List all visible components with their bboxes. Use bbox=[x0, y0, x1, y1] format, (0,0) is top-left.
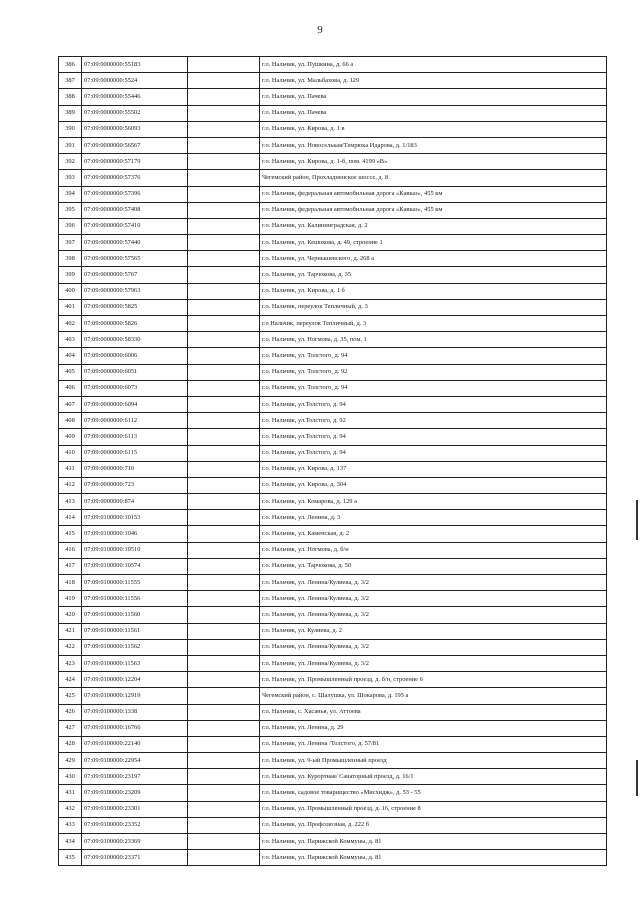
row-number: 398 bbox=[59, 251, 82, 267]
address-cell: г.о. Нальчик, ул. Кешокова, д. 49, строение 1 bbox=[260, 235, 607, 251]
address-cell: г.о. Нальчик, ул.Толстого, д. 92 bbox=[260, 413, 607, 429]
table-row bbox=[59, 396, 607, 412]
row-number: 426 bbox=[59, 704, 82, 720]
table-row bbox=[59, 720, 607, 736]
cadastral-number: 07:09:0100000:23369 bbox=[82, 834, 188, 850]
cadastral-number: 07:09:0000000:55502 bbox=[82, 105, 188, 121]
cadastral-number: 07:09:0100000:22954 bbox=[82, 753, 188, 769]
note-cell bbox=[188, 170, 260, 186]
row-number: 396 bbox=[59, 218, 82, 234]
note-cell bbox=[188, 154, 260, 170]
row-number: 425 bbox=[59, 688, 82, 704]
row-number: 428 bbox=[59, 736, 82, 752]
cadastral-number: 07:09:0000000:5767 bbox=[82, 267, 188, 283]
cadastral-number: 07:09:0000000:6112 bbox=[82, 413, 188, 429]
table-row bbox=[59, 154, 607, 170]
address-cell: г.о. Нальчик, садовое товарищество «Мисхидж», д. 53 - 55 bbox=[260, 785, 607, 801]
table-row bbox=[59, 494, 607, 510]
row-number: 400 bbox=[59, 283, 82, 299]
row-number: 414 bbox=[59, 510, 82, 526]
row-number: 435 bbox=[59, 850, 82, 866]
table-row bbox=[59, 137, 607, 153]
note-cell bbox=[188, 105, 260, 121]
cadastral-number: 07:09:0000000:57376 bbox=[82, 170, 188, 186]
cadastral-number: 07:09:0000000:6115 bbox=[82, 445, 188, 461]
scan-edge-mark bbox=[636, 500, 638, 540]
address-cell: г.о. Нальчик, ул. Ленина/Кулиева, д. 3/2 bbox=[260, 607, 607, 623]
note-cell bbox=[188, 73, 260, 89]
table-row bbox=[59, 736, 607, 752]
cadastral-number: 07:09:0100000:11563 bbox=[82, 655, 188, 671]
row-number: 418 bbox=[59, 575, 82, 591]
table-row bbox=[59, 218, 607, 234]
address-cell: г.о. Нальчик, ул. Пачева bbox=[260, 89, 607, 105]
table-row bbox=[59, 591, 607, 607]
property-registry-table bbox=[58, 56, 607, 866]
table-row bbox=[59, 429, 607, 445]
note-cell bbox=[188, 769, 260, 785]
address-cell: г.о. Нальчик, ул. Ленина/Кулиева, д. 3/2 bbox=[260, 591, 607, 607]
row-number: 386 bbox=[59, 57, 82, 73]
address-cell: г.о. Нальчик, ул. Толстого, д. 92 bbox=[260, 364, 607, 380]
address-cell: г.о. Нальчик, ул. Профсоюзная, д. 222 б bbox=[260, 817, 607, 833]
note-cell bbox=[188, 591, 260, 607]
note-cell bbox=[188, 510, 260, 526]
table-row bbox=[59, 753, 607, 769]
note-cell bbox=[188, 688, 260, 704]
table-row bbox=[59, 57, 607, 73]
row-number: 416 bbox=[59, 542, 82, 558]
table-row bbox=[59, 332, 607, 348]
note-cell bbox=[188, 137, 260, 153]
cadastral-number: 07:09:0100000:1046 bbox=[82, 526, 188, 542]
table-row bbox=[59, 834, 607, 850]
address-cell: г.о. Нальчик, ул. Парижской Коммуны, д. 81 bbox=[260, 834, 607, 850]
note-cell bbox=[188, 332, 260, 348]
table-row bbox=[59, 251, 607, 267]
cadastral-number: 07:09:0100000:11555 bbox=[82, 575, 188, 591]
note-cell bbox=[188, 623, 260, 639]
cadastral-number: 07:09:0000000:6051 bbox=[82, 364, 188, 380]
address-cell: г.о. Нальчик, ул. Новоселькая/Темрюка Идарова, д. 1/183 bbox=[260, 137, 607, 153]
table-row bbox=[59, 542, 607, 558]
address-cell: г.о. Нальчик, ул. Кирова, д. 304 bbox=[260, 477, 607, 493]
address-cell: г.о. Нальчик, ул. Ленина, д. 29 bbox=[260, 720, 607, 736]
address-cell: г.о. Нальчик, ул. Курортная/ Санаторный проезд, д. 16/1 bbox=[260, 769, 607, 785]
cadastral-number: 07:09:0000000:5825 bbox=[82, 299, 188, 315]
row-number: 430 bbox=[59, 769, 82, 785]
address-cell: г.о. Нальчик, ул.Толстого, д. 94 bbox=[260, 445, 607, 461]
note-cell bbox=[188, 785, 260, 801]
table-row bbox=[59, 202, 607, 218]
address-cell: г.о. Нальчик, ул. Ногмова, д. б/н bbox=[260, 542, 607, 558]
note-cell bbox=[188, 494, 260, 510]
cadastral-number: 07:09:0100000:23197 bbox=[82, 769, 188, 785]
cadastral-number: 07:09:0100000:1338 bbox=[82, 704, 188, 720]
note-cell bbox=[188, 251, 260, 267]
note-cell bbox=[188, 57, 260, 73]
cadastral-number: 07:09:0000000:56567 bbox=[82, 137, 188, 153]
table-row bbox=[59, 672, 607, 688]
row-number: 411 bbox=[59, 461, 82, 477]
address-cell: г.о. Нальчик, ул. Толстого, д. 94 bbox=[260, 380, 607, 396]
address-cell: г.о. Нальчик, переулок Тепличный, д. 3 bbox=[260, 299, 607, 315]
table-row bbox=[59, 785, 607, 801]
table-row bbox=[59, 235, 607, 251]
cadastral-number: 07:09:0000000:57408 bbox=[82, 202, 188, 218]
address-cell: г.о. Нальчик, ул. Ленина, д. 3 bbox=[260, 510, 607, 526]
cadastral-number: 07:09:0000000:710 bbox=[82, 461, 188, 477]
note-cell bbox=[188, 801, 260, 817]
address-cell: г.о. Нальчик, ул. Ленина/Кулиева, д. 3/2 bbox=[260, 575, 607, 591]
note-cell bbox=[188, 299, 260, 315]
table-row bbox=[59, 704, 607, 720]
table-row bbox=[59, 121, 607, 137]
table-row bbox=[59, 769, 607, 785]
cadastral-number: 07:09:0100000:16766 bbox=[82, 720, 188, 736]
cadastral-number: 07:09:0100000:10574 bbox=[82, 558, 188, 574]
row-number: 415 bbox=[59, 526, 82, 542]
table-row bbox=[59, 688, 607, 704]
row-number: 421 bbox=[59, 623, 82, 639]
row-number: 390 bbox=[59, 121, 82, 137]
row-number: 397 bbox=[59, 235, 82, 251]
address-cell: г.о. Нальчик, ул. Комарова, д. 129 а bbox=[260, 494, 607, 510]
row-number: 392 bbox=[59, 154, 82, 170]
table-row bbox=[59, 380, 607, 396]
table-row bbox=[59, 413, 607, 429]
table-row bbox=[59, 445, 607, 461]
table-row bbox=[59, 267, 607, 283]
address-cell: г.о. Нальчик, ул. Пачева bbox=[260, 105, 607, 121]
table-row bbox=[59, 639, 607, 655]
note-cell bbox=[188, 316, 260, 332]
address-cell: г.о. Нальчик, ул.Толстого, д. 94 bbox=[260, 396, 607, 412]
row-number: 387 bbox=[59, 73, 82, 89]
cadastral-number: 07:09:0100000:11556 bbox=[82, 591, 188, 607]
table-row bbox=[59, 299, 607, 315]
note-cell bbox=[188, 720, 260, 736]
note-cell bbox=[188, 526, 260, 542]
row-number: 394 bbox=[59, 186, 82, 202]
cadastral-number: 07:09:0000000:56093 bbox=[82, 121, 188, 137]
table-row bbox=[59, 89, 607, 105]
cadastral-number: 07:09:0100000:11562 bbox=[82, 639, 188, 655]
address-cell: г.о. Нальчик, ул. Калининградская, д. 2 bbox=[260, 218, 607, 234]
address-cell: г.о. Нальчик, ул. Пушкина, д. 66 а bbox=[260, 57, 607, 73]
note-cell bbox=[188, 753, 260, 769]
row-number: 405 bbox=[59, 364, 82, 380]
cadastral-number: 07:09:0100000:23371 bbox=[82, 850, 188, 866]
table-row bbox=[59, 105, 607, 121]
address-cell: г.о. Нальчик, ул. Тарчокова, д. 35 bbox=[260, 267, 607, 283]
note-cell bbox=[188, 445, 260, 461]
cadastral-number: 07:09:0000000:57440 bbox=[82, 235, 188, 251]
note-cell bbox=[188, 575, 260, 591]
address-cell: г.о. Нальчик, ул. Чернышевского, д. 268 а bbox=[260, 251, 607, 267]
row-number: 403 bbox=[59, 332, 82, 348]
note-cell bbox=[188, 672, 260, 688]
row-number: 391 bbox=[59, 137, 82, 153]
row-number: 399 bbox=[59, 267, 82, 283]
note-cell bbox=[188, 202, 260, 218]
row-number: 429 bbox=[59, 753, 82, 769]
note-cell bbox=[188, 461, 260, 477]
address-cell: г.о. Нальчик, ул. Ленина /Толстого, д. 57/81 bbox=[260, 736, 607, 752]
cadastral-number: 07:09:0000000:58330 bbox=[82, 332, 188, 348]
row-number: 389 bbox=[59, 105, 82, 121]
note-cell bbox=[188, 429, 260, 445]
note-cell bbox=[188, 218, 260, 234]
cadastral-number: 07:09:0000000:57396 bbox=[82, 186, 188, 202]
table-row bbox=[59, 575, 607, 591]
row-number: 395 bbox=[59, 202, 82, 218]
address-cell: г.о. Нальчик, с. Хасанья, ул. Аттоева bbox=[260, 704, 607, 720]
cadastral-number: 07:09:0100000:22140 bbox=[82, 736, 188, 752]
cadastral-number: 07:09:0100000:12919 bbox=[82, 688, 188, 704]
row-number: 431 bbox=[59, 785, 82, 801]
address-cell: г.о. Нальчик, ул.Толстого, д. 94 bbox=[260, 429, 607, 445]
row-number: 433 bbox=[59, 817, 82, 833]
cadastral-number: 07:09:0000000:55183 bbox=[82, 57, 188, 73]
address-cell: г.о. Нальчик, ул. Ленина/Кулиева, д. 3/2 bbox=[260, 639, 607, 655]
note-cell bbox=[188, 736, 260, 752]
note-cell bbox=[188, 283, 260, 299]
note-cell bbox=[188, 477, 260, 493]
address-cell: г.о. Нальчик, ул. Толстого, д. 94 bbox=[260, 348, 607, 364]
row-number: 434 bbox=[59, 834, 82, 850]
note-cell bbox=[188, 639, 260, 655]
address-cell: г.о. Нальчик, ул. Кирова, д. 1-б, пом. 4199 «В» bbox=[260, 154, 607, 170]
row-number: 417 bbox=[59, 558, 82, 574]
note-cell bbox=[188, 235, 260, 251]
table-row bbox=[59, 623, 607, 639]
note-cell bbox=[188, 850, 260, 866]
note-cell bbox=[188, 364, 260, 380]
cadastral-number: 07:09:0100000:23352 bbox=[82, 817, 188, 833]
table-row bbox=[59, 801, 607, 817]
address-cell: г.о. Нальчик, федеральная автомобильная дорога «Кавказ», 455 км bbox=[260, 202, 607, 218]
row-number: 408 bbox=[59, 413, 82, 429]
note-cell bbox=[188, 348, 260, 364]
note-cell bbox=[188, 396, 260, 412]
table-row bbox=[59, 316, 607, 332]
table-row bbox=[59, 477, 607, 493]
table-row bbox=[59, 558, 607, 574]
table-row bbox=[59, 526, 607, 542]
row-number: 404 bbox=[59, 348, 82, 364]
cadastral-number: 07:09:0000000:6073 bbox=[82, 380, 188, 396]
table-row bbox=[59, 510, 607, 526]
address-cell: г.о. Нальчик, ул. Кулиева, д. 2 bbox=[260, 623, 607, 639]
cadastral-number: 07:09:0000000:723 bbox=[82, 477, 188, 493]
address-cell: г.о. Нальчик, ул. Ленина/Кулиева, д. 3/2 bbox=[260, 655, 607, 671]
cadastral-number: 07:09:0000000:55446 bbox=[82, 89, 188, 105]
note-cell bbox=[188, 121, 260, 137]
address-cell: г.о. Нальчик, ул. Кирова, д. 1 б bbox=[260, 283, 607, 299]
note-cell bbox=[188, 834, 260, 850]
table-row bbox=[59, 461, 607, 477]
cadastral-number: 07:09:0100000:23209 bbox=[82, 785, 188, 801]
address-cell: Чегемский район, Прохладненское шоссе, д. 8 bbox=[260, 170, 607, 186]
note-cell bbox=[188, 186, 260, 202]
note-cell bbox=[188, 558, 260, 574]
page-number: 9 bbox=[317, 24, 323, 36]
note-cell bbox=[188, 380, 260, 396]
table-row bbox=[59, 817, 607, 833]
table-row bbox=[59, 73, 607, 89]
note-cell bbox=[188, 817, 260, 833]
address-cell: г.о Нальчик, переулок Тепличный, д. 3 bbox=[260, 316, 607, 332]
address-cell: г.о. Нальчик, федеральная автомобильная дорога «Кавказ», 455 км bbox=[260, 186, 607, 202]
address-cell: г.о. Нальчик, ул. Тарчокова, д. 50 bbox=[260, 558, 607, 574]
row-number: 393 bbox=[59, 170, 82, 186]
cadastral-number: 07:09:0000000:6094 bbox=[82, 396, 188, 412]
cadastral-number: 07:09:0000000:57179 bbox=[82, 154, 188, 170]
row-number: 420 bbox=[59, 607, 82, 623]
row-number: 423 bbox=[59, 655, 82, 671]
cadastral-number: 07:09:0100000:11561 bbox=[82, 623, 188, 639]
cadastral-number: 07:09:0100000:10510 bbox=[82, 542, 188, 558]
address-cell: г.о. Нальчик, ул. Кирова, д. 1 в bbox=[260, 121, 607, 137]
table-row bbox=[59, 283, 607, 299]
row-number: 410 bbox=[59, 445, 82, 461]
table-row bbox=[59, 170, 607, 186]
table-row bbox=[59, 655, 607, 671]
row-number: 422 bbox=[59, 639, 82, 655]
registry-body bbox=[59, 57, 607, 866]
row-number: 424 bbox=[59, 672, 82, 688]
note-cell bbox=[188, 655, 260, 671]
note-cell bbox=[188, 89, 260, 105]
cadastral-number: 07:09:0100000:10153 bbox=[82, 510, 188, 526]
row-number: 401 bbox=[59, 299, 82, 315]
note-cell bbox=[188, 542, 260, 558]
cadastral-number: 07:09:0000000:5826 bbox=[82, 316, 188, 332]
row-number: 413 bbox=[59, 494, 82, 510]
row-number: 402 bbox=[59, 316, 82, 332]
address-cell: г.о. Нальчик, ул. Парижской Коммуны, д. 81 bbox=[260, 850, 607, 866]
address-cell: г.о. Нальчик, ул. Промышленный проезд, д. б/н, строение 6 bbox=[260, 672, 607, 688]
address-cell: г.о. Нальчик, ул. 9-ый Промышленный проезд bbox=[260, 753, 607, 769]
scan-edge-mark bbox=[636, 760, 638, 796]
cadastral-number: 07:09:0000000:874 bbox=[82, 494, 188, 510]
row-number: 427 bbox=[59, 720, 82, 736]
address-cell: Чегемский район, с. Шалушка, ул. Шокарова, д. 195 а bbox=[260, 688, 607, 704]
address-cell: г.о. Нальчик, ул. Промышленный проезд, д. 16, строение 8 bbox=[260, 801, 607, 817]
row-number: 406 bbox=[59, 380, 82, 396]
row-number: 419 bbox=[59, 591, 82, 607]
note-cell bbox=[188, 704, 260, 720]
address-cell: г.о. Нальчик, ул. Мальбахова, д. 129 bbox=[260, 73, 607, 89]
cadastral-number: 07:09:0100000:23301 bbox=[82, 801, 188, 817]
cadastral-number: 07:09:0100000:11560 bbox=[82, 607, 188, 623]
cadastral-number: 07:09:0000000:57410 bbox=[82, 218, 188, 234]
cadastral-number: 07:09:0100000:12204 bbox=[82, 672, 188, 688]
address-cell: г.о. Нальчик, ул. Кирова, д. 137 bbox=[260, 461, 607, 477]
note-cell bbox=[188, 413, 260, 429]
note-cell bbox=[188, 607, 260, 623]
row-number: 432 bbox=[59, 801, 82, 817]
row-number: 407 bbox=[59, 396, 82, 412]
table-row bbox=[59, 186, 607, 202]
table-row bbox=[59, 850, 607, 866]
cadastral-number: 07:09:0000000:6006 bbox=[82, 348, 188, 364]
cadastral-number: 07:09:0000000:57963 bbox=[82, 283, 188, 299]
cadastral-number: 07:09:0000000:57565 bbox=[82, 251, 188, 267]
cadastral-number: 07:09:0000000:6113 bbox=[82, 429, 188, 445]
row-number: 412 bbox=[59, 477, 82, 493]
table-row bbox=[59, 607, 607, 623]
row-number: 409 bbox=[59, 429, 82, 445]
table-row bbox=[59, 348, 607, 364]
cadastral-number: 07:09:0000000:5524 bbox=[82, 73, 188, 89]
table-row bbox=[59, 364, 607, 380]
row-number: 388 bbox=[59, 89, 82, 105]
address-cell: г.о. Нальчик, ул. Каменская, д. 2 bbox=[260, 526, 607, 542]
note-cell bbox=[188, 267, 260, 283]
address-cell: г.о. Нальчик, ул. Ногмова, д. 35, пом. 1 bbox=[260, 332, 607, 348]
